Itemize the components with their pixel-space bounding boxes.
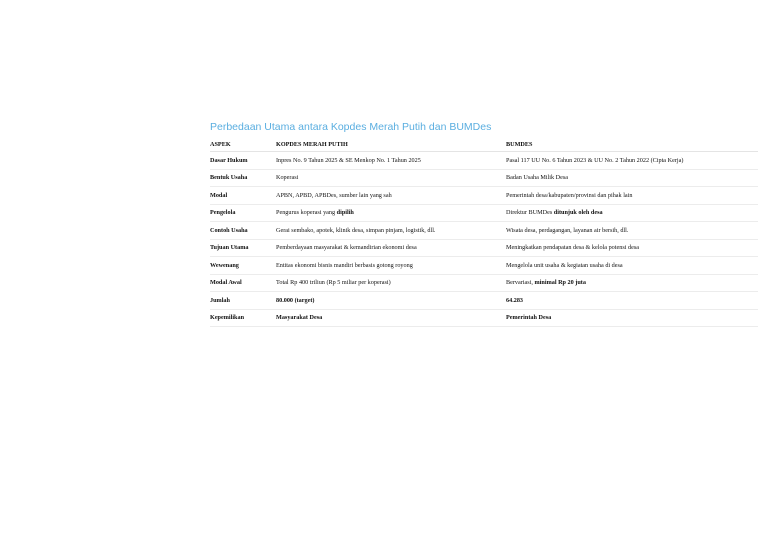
row-bumdes: Mengelola unit usaha & kegiatan usaha di desa: [506, 257, 758, 275]
row-aspek: Bentuk Usaha: [210, 169, 276, 187]
table-row: [210, 169, 758, 187]
row-kopdes: [276, 204, 506, 222]
row-kopdes: Masyarakat Desa: [276, 309, 506, 327]
row-aspek: Dasar Hukum: [210, 152, 276, 170]
row-bumdes: Pemerintah Desa: [506, 309, 758, 327]
table-row: [210, 239, 758, 257]
row-aspek: Pengelola: [210, 204, 276, 222]
row-bumdes-emphasis: ditunjuk oleh desa: [553, 209, 603, 217]
row-aspek: Contoh Usaha: [210, 222, 276, 240]
table-header-row: [210, 137, 758, 152]
row-aspek: Wewenang: [210, 257, 276, 275]
table-row: [210, 222, 758, 240]
table-row: [210, 187, 758, 205]
row-bumdes: Pasal 117 UU No. 6 Tahun 2023 & UU No. 2 Tahun 2022 (Cipta Kerja): [506, 152, 758, 170]
row-aspek: Kepemilikan: [210, 309, 276, 327]
table-row: [210, 152, 758, 170]
header-kopdes: KOPDES MERAH PUTIH: [276, 137, 506, 152]
row-kopdes: Total Rp 400 triliun (Rp 5 miliar per koperasi): [276, 274, 506, 292]
row-bumdes: 64.283: [506, 292, 758, 310]
row-kopdes: Pemberdayaan masyarakat & kemandirian ekonomi desa: [276, 239, 506, 257]
row-kopdes: Gerai sembako, apotek, klinik desa, simpan pinjam, logistik, dll.: [276, 222, 506, 240]
row-kopdes: 80.000 (target): [276, 292, 506, 310]
table-row: [210, 204, 758, 222]
row-bumdes: Meningkatkan pendapatan desa & kelola potensi desa: [506, 239, 758, 257]
row-aspek: Modal: [210, 187, 276, 205]
header-aspek: ASPEK: [210, 137, 276, 152]
table-row: [210, 309, 758, 327]
row-kopdes: Inpres No. 9 Tahun 2025 & SE Menkop No. 1 Tahun 2025: [276, 152, 506, 170]
page-title: Perbedaan Utama antara Kopdes Merah Putih dan BUMDes: [210, 121, 492, 133]
row-aspek: Jumlah: [210, 292, 276, 310]
row-bumdes: Wisata desa, perdagangan, layanan air bersih, dll.: [506, 222, 758, 240]
row-aspek: Tujuan Utama: [210, 239, 276, 257]
row-kopdes: Entitas ekonomi bisnis mandiri berbasis gotong royong: [276, 257, 506, 275]
row-aspek: Modal Awal: [210, 274, 276, 292]
row-bumdes: [506, 274, 758, 292]
header-bumdes: BUMDES: [506, 137, 758, 152]
row-kopdes-emphasis: dipilih: [336, 209, 354, 217]
row-kopdes: Koperasi: [276, 169, 506, 187]
row-bumdes: Pemerintah desa/kabupaten/provinsi dan pihak lain: [506, 187, 758, 205]
row-bumdes: [506, 204, 758, 222]
row-bumdes-text: Bervariasi,: [506, 279, 535, 287]
document-body: [210, 121, 758, 327]
table-row: [210, 274, 758, 292]
table-row: [210, 292, 758, 310]
comparison-table: [210, 137, 758, 327]
table-row: [210, 257, 758, 275]
row-bumdes-text: Direktur BUMDes: [506, 209, 554, 217]
row-bumdes-emphasis: minimal Rp 20 juta: [534, 279, 586, 287]
row-kopdes: APBN, APBD, APBDes, sumber lain yang sah: [276, 187, 506, 205]
row-bumdes: Badan Usaha Milik Desa: [506, 169, 758, 187]
row-kopdes-text: Pengurus koperasi yang: [276, 209, 337, 217]
